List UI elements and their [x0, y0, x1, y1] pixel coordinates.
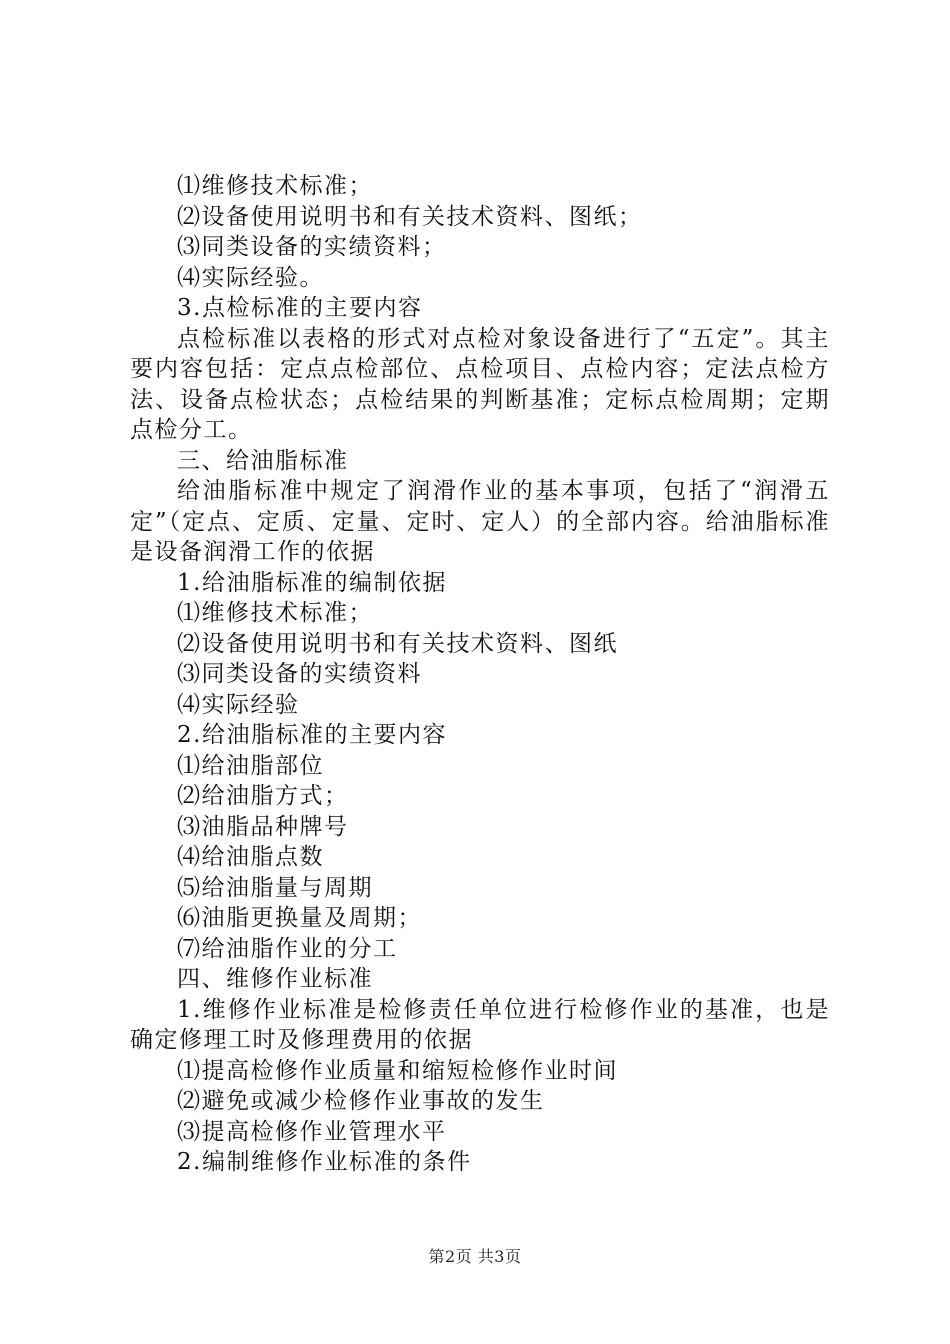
list-item: ⑷实际经验: [177, 691, 300, 718]
section-heading: 1.给油脂标准的编制依据: [177, 569, 447, 596]
list-item: ⑴维修技术标准；: [177, 173, 373, 199]
list-item: ⑶同类设备的实绩资料: [177, 661, 422, 687]
list-item: ⑸给油脂量与周期: [177, 874, 373, 901]
section-heading: 2.编制维修作业标准的条件: [177, 1149, 472, 1175]
list-item: ⑵避免或减少检修作业事故的发生: [177, 1088, 545, 1114]
paragraph: 1.维修作业标准是检修责任单位进行检修作业的基准，也是确定修理工时及修理费用的依据: [130, 996, 830, 1053]
list-item: ⑶油脂品种牌号: [177, 813, 349, 840]
section-heading: 四、维修作业标准: [177, 966, 373, 992]
page-number-footer: 第2页 共3页: [428, 1247, 522, 1266]
list-item: ⑵给油脂方式；: [177, 783, 349, 809]
list-item: ⑴给油脂部位: [177, 752, 324, 779]
list-item: ⑴提高检修作业质量和缩短检修作业时间: [177, 1057, 618, 1084]
paragraph: 给油脂标准中规定了润滑作业的基本事项，包括了“润滑五定”（定点、定质、定量、定时、定人）的全部内容。给油脂标准是设备润滑工作的依据: [130, 478, 830, 565]
document-body: [130, 171, 830, 1178]
section-heading: 三、给油脂标准: [177, 447, 349, 474]
list-item: ⑵设备使用说明书和有关技术资料、图纸: [177, 630, 618, 657]
list-item: ⑷实际经验。: [177, 264, 324, 291]
paragraph: 点检标准以表格的形式对点检对象设备进行了“五定”。其主要内容包括：定点点检部位、点检项目、点检内容；定法点检方法、设备点检状态；点检结果的判断基准；定标点检周期；定期点检分工。: [130, 325, 830, 443]
list-item: ⑹油脂更换量及周期；: [177, 905, 422, 931]
list-item: ⑶同类设备的实绩资料；: [177, 234, 447, 260]
list-item: ⑵设备使用说明书和有关技术资料、图纸；: [177, 203, 643, 230]
section-heading: 2.给油脂标准的主要内容: [177, 722, 447, 748]
list-item: ⑴维修技术标准；: [177, 600, 373, 626]
list-item: ⑷给油脂点数: [177, 844, 324, 870]
list-item: ⑺给油脂作业的分工: [177, 935, 398, 962]
list-item: ⑶提高检修作业管理水平: [177, 1118, 447, 1145]
section-heading: 3.点检标准的主要内容: [177, 295, 423, 321]
